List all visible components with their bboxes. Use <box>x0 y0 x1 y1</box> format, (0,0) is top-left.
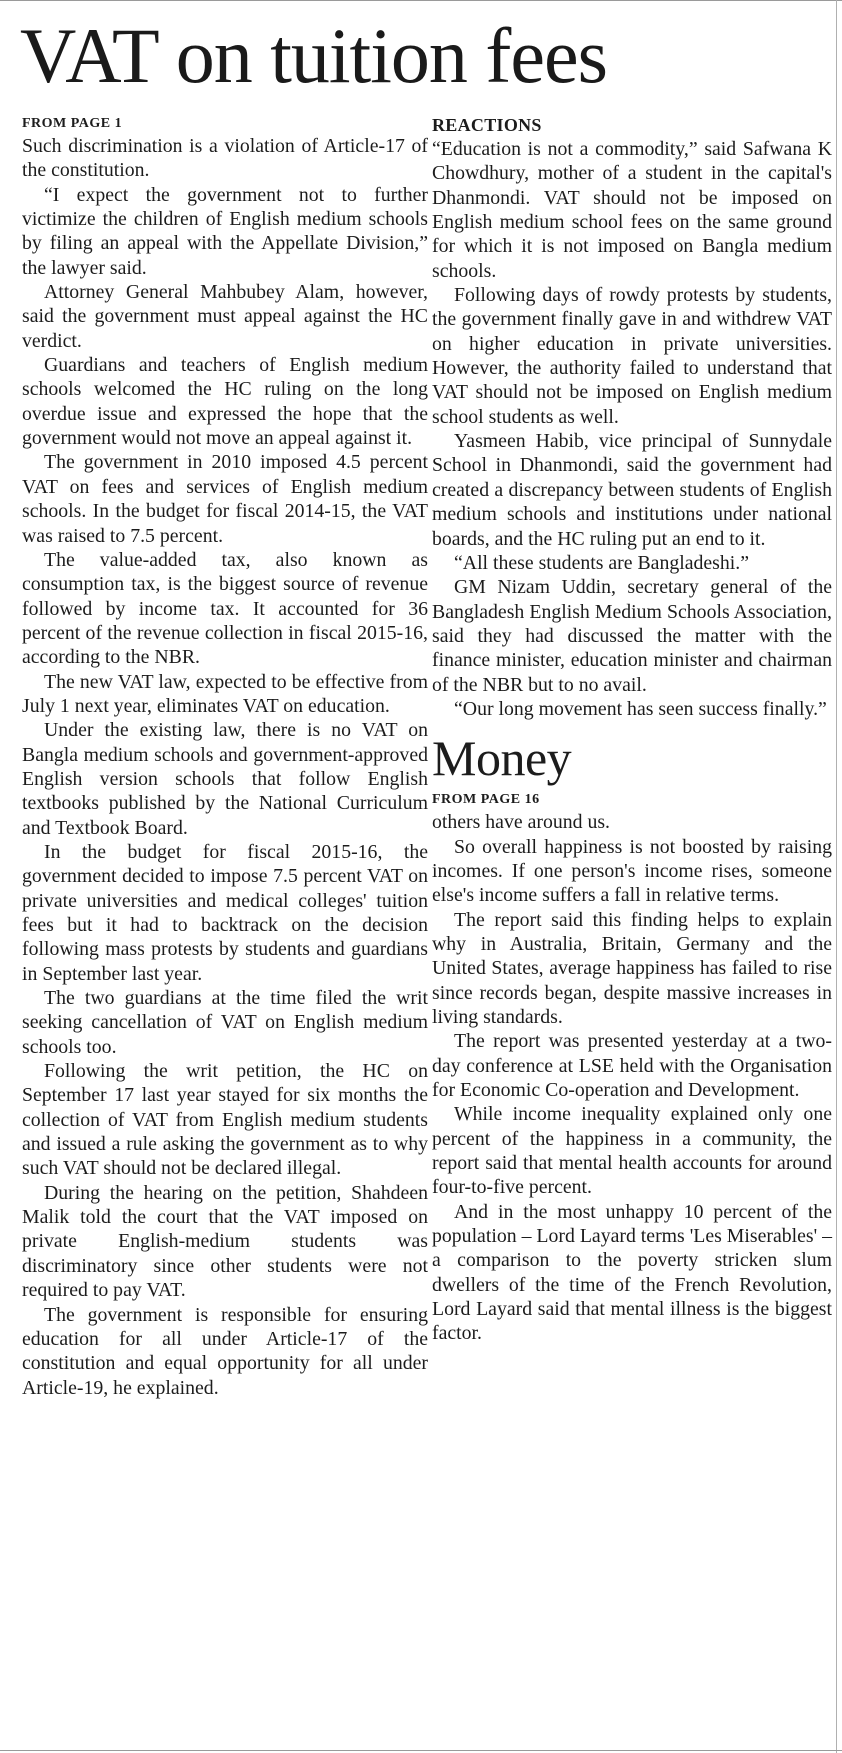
reactions-heading: REACTIONS <box>432 115 542 135</box>
paragraph: While income inequality explained only one percent of the happiness in a community, the report said that mental health accounts for around four-to-five percent. <box>432 1103 832 1199</box>
paragraph: The two guardians at the time filed the writ seeking cancellation of VAT on English medium schools too. <box>22 987 428 1058</box>
paragraph: The value-added tax, also known as consumption tax, is the biggest source of revenue followed by income tax. It accounted for 36 percent of the revenue collection in fiscal 2015-16, according to the NBR. <box>22 548 428 669</box>
paragraph: The government is responsible for ensuring education for all under Article-17 of the constitution and equal opportunity for all under Article-19, he explained. <box>22 1303 428 1399</box>
paragraph: Following days of rowdy protests by students, the government finally gave in and withdrew VAT on higher education in private universities. However, the authority failed to understand that VAT should not be imposed on English medium school students as well. <box>432 284 832 428</box>
money-headline: Money <box>432 730 572 787</box>
paragraph: GM Nizam Uddin, secretary general of the Bangladesh English Medium Schools Association, said they had discussed the matter with the finance minister, education minister and chairman of the NBR but to no avail. <box>432 576 832 696</box>
paragraph: Yasmeen Habib, vice principal of Sunnydale School in Dhanmondi, said the government had created a discrepancy between students of English medium schools and institutions under national boards, and the HC ruling put an end to it. <box>432 430 832 550</box>
bottom-rule <box>0 1750 842 1751</box>
paragraph: others have around us. <box>432 811 610 834</box>
quote-paragraph: “Our long movement has seen success finally.” <box>454 697 827 720</box>
article-headline: VAT on tuition fees <box>20 12 607 99</box>
paragraph: Such discrimination is a violation of Article-17 of the constitution. <box>22 135 428 182</box>
paragraph: And in the most unhappy 10 percent of the population – Lord Layard terms 'Les Miserables' – a comparison to the poverty stricken slum dwellers of the time of the French Revolution, Lord Layard said that mental illness is the biggest factor. <box>432 1200 832 1345</box>
paragraph: The report said this finding helps to explain why in Australia, Britain, Germany and the United States, average happiness has failed to rise since records began, despite massive increases in living standards. <box>432 908 832 1028</box>
paragraph: Guardians and teachers of English medium schools welcomed the HC ruling on the long overdue issue and expressed the hope that the government would not move an appeal against it. <box>22 354 428 450</box>
top-rule <box>0 0 842 1</box>
paragraph: In the budget for fiscal 2015-16, the government decided to impose 7.5 percent VAT on private universities and medical colleges' tuition fees but it had to backtrack on the decision following mass protests by students and guardians in September last year. <box>22 840 428 985</box>
paragraph: The report was presented yesterday at a two-day conference at LSE held with the Organisation for Economic Co-operation and Development. <box>432 1030 832 1102</box>
paragraph: Following the writ petition, the HC on September 17 last year stayed for six months the collection of VAT from English medium students and issued a rule asking the government as to why such VAT should not be declared illegal. <box>22 1060 428 1180</box>
paragraph: So overall happiness is not boosted by raising incomes. If one person's income rises, someone else's income suffers a fall in relative terms. <box>432 835 832 907</box>
left-column <box>22 115 428 1400</box>
right-frame-line <box>836 0 837 1753</box>
quote-paragraph: “All these students are Bangladeshi.” <box>454 551 749 574</box>
money-continued-from-label: FROM PAGE 16 <box>432 792 540 808</box>
paragraph: The new VAT law, expected to be effective from July 1 next year, eliminates VAT on education. <box>22 670 428 717</box>
paragraph: “Education is not a commodity,” said Safwana K Chowdhury, mother of a student in the capital's Dhanmondi. VAT should not be imposed on English medium school fees on the same ground for which it is not imposed on Bangla medium schools. <box>432 138 832 282</box>
paragraph: Under the existing law, there is no VAT on Bangla medium schools and government-approved English version schools that follow English textbooks published by the National Curriculum and Textbook Board. <box>22 719 428 839</box>
paragraph: “I expect the government not to further victimize the children of English medium schools by filing an appeal with the Appellate Division,” the lawyer said. <box>22 183 428 279</box>
continued-from-label: FROM PAGE 1 <box>22 116 123 131</box>
paragraph: During the hearing on the petition, Shahdeen Malik told the court that the VAT imposed on private English-medium students was discriminatory since other students were not required to pay VAT. <box>22 1181 428 1302</box>
paragraph: Attorney General Mahbubey Alam, however, said the government must appeal against the HC verdict. <box>22 281 428 352</box>
right-column <box>432 115 832 1346</box>
paragraph: The government in 2010 imposed 4.5 percent VAT on fees and services of English medium schools. In the budget for fiscal 2014-15, the VAT was raised to 7.5 percent. <box>22 451 428 547</box>
